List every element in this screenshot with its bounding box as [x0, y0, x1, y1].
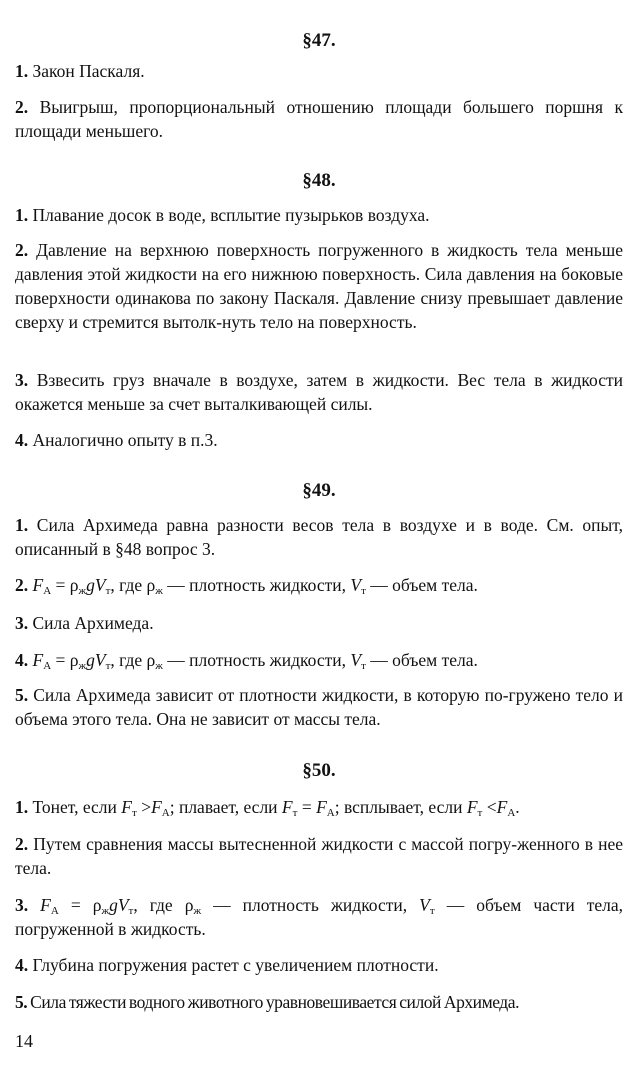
symbol-rho: ρ [92, 895, 102, 915]
item-number: 4. [15, 955, 29, 975]
subscript-A: А [43, 585, 52, 597]
section-50-item-5 [15, 990, 623, 1014]
formula-text: — объем тела. [365, 575, 478, 595]
item-text: Путем сравнения массы вытесненной жидкости с массой погру-женного в нее тела. [15, 834, 624, 878]
symbol-gV: gV [86, 575, 106, 595]
item-text: Выигрыш, пропорциональный отношению площади большего поршня к площади меньшего. [15, 97, 623, 141]
section-49-item-5 [15, 683, 623, 731]
section-50-item-4 [15, 953, 623, 977]
formula-text: — объем тела. [365, 650, 478, 670]
item-number: 1. [15, 61, 29, 81]
subscript-A: А [50, 905, 59, 917]
item-number: 1. [15, 205, 29, 225]
symbol-V: V [419, 895, 430, 915]
item-text: Сила Архимеда зависит от плотности жидкости, в которую по-гружено тело и объема этого тела. Она не зависит от массы тела. [15, 685, 624, 729]
item-text: ; плавает, если [169, 797, 282, 817]
subscript-zh: ж [155, 585, 163, 597]
subscript-zh: ж [78, 585, 87, 597]
section-50-item-2 [15, 832, 623, 880]
item-number: 2. [15, 575, 29, 595]
subscript-zh: ж [193, 905, 202, 917]
item-number: 2. [15, 240, 29, 260]
subscript-zh: ж [155, 660, 163, 672]
section-heading-47: §47. [302, 30, 336, 51]
symbol-rho: ρ [184, 895, 194, 915]
symbol-rho: ρ [146, 650, 156, 670]
item-text: Закон Паскаля. [32, 61, 145, 81]
item-text: Давление на верхнюю поверхность погруженного в жидкость тела меньше давления этой жидкости на его нижнюю поверхность. Сила давления на боковые поверхности одинакова по закону Паскаля. Давление снизу превышает давление сверху и стремится вытолк-нуть тело на поверхность. [15, 240, 623, 332]
item-text: Взвесить груз вначале в воздухе, затем в жидкости. Вес тела в жидкости окажется меньше за счет выталкивающей силы. [15, 370, 624, 414]
section-48-item-2 [15, 238, 623, 334]
item-number: 3. [15, 613, 29, 633]
formula-text: , где [133, 895, 185, 915]
subscript-t: т [429, 905, 435, 917]
symbol-F: F [32, 575, 44, 595]
item-text: Тонет, если [32, 797, 122, 817]
section-49-item-1 [15, 513, 623, 561]
item-number: 3. [15, 370, 29, 390]
item-number: 1. [15, 515, 29, 535]
symbol-F: F [32, 650, 44, 670]
item-number: 2. [15, 97, 29, 117]
item-text: Аналогично опыту в п.3. [32, 430, 218, 450]
section-49-item-3 [15, 611, 623, 635]
section-48-item-4 [15, 428, 623, 452]
formula-text: , где [110, 575, 147, 595]
item-text: ; всплывает, если [334, 797, 467, 817]
subscript-A: А [43, 660, 52, 672]
subscript-t: т [105, 660, 111, 672]
item-text: . [515, 797, 520, 817]
symbol-V: V [350, 575, 362, 595]
section-heading-50: §50. [302, 760, 336, 781]
subscript-zh: ж [78, 660, 87, 672]
section-47-item-2 [15, 95, 623, 143]
section-50-item-3: 3. $F_А = \rho_жgV_т$, где $\rho_ж$ — плотность жидкости, $V_т$ — объем части тела, погруженной в жидкость. [15, 895, 624, 939]
item-text: Глубина погружения растет с увеличением плотности. [32, 955, 439, 975]
formula-text: — плотность жидкости, [162, 650, 351, 670]
item-number: 2. [15, 834, 29, 854]
formula-text: — объем части тела, погруженной в жидкость. [15, 895, 624, 939]
subscript-zh: ж [101, 905, 110, 917]
symbol-gV: gV [109, 895, 129, 915]
subscript-t: т [105, 585, 111, 597]
subscript-t: т [128, 905, 134, 917]
section-48-item-1 [15, 203, 623, 227]
item-number: 5. [15, 685, 29, 705]
symbol-F: F [40, 895, 51, 915]
item-text: Плавание досок в воде, всплытие пузырьков воздуха. [32, 205, 430, 225]
symbol-rho: ρ [146, 575, 156, 595]
subscript-t: т [361, 585, 366, 597]
item-number: 3. [15, 895, 29, 915]
page-number: 14 [15, 1031, 33, 1051]
formula-text: — плотность жидкости, [162, 575, 351, 595]
section-49-item-4: 4. $F_А = \rho_жgV_т$, где $\rho_ж$ — плотность жидкости, $V_т$ — объем тела. [15, 650, 478, 672]
item-number: 4. [15, 650, 29, 670]
item-text: Сила тяжести водного животного уравновешивается силой Архимеда. [30, 992, 519, 1012]
section-50-item-1: 1. Тонет, если $F_т >F_А$; плавает, если $F_т = F_А$; всплывает, если $F_т <F_А$. [15, 797, 520, 819]
item-text: Сила Архимеда равна разности весов тела в воздухе и в воде. См. опыт, описанный в §48 вопрос 3. [15, 515, 624, 559]
section-heading-48: §48. [302, 170, 336, 191]
section-47-item-1 [15, 59, 623, 83]
formula-text: — плотность жидкости, [201, 895, 420, 915]
symbol-rho: ρ [69, 575, 79, 595]
item-text: Сила Архимеда. [32, 613, 154, 633]
item-number: 1. [15, 797, 29, 817]
symbol-rho: ρ [69, 650, 79, 670]
item-text: > [136, 797, 152, 817]
subscript-t: т [361, 660, 366, 672]
symbol-V: V [350, 650, 362, 670]
section-48-item-3 [15, 368, 623, 416]
section-49-item-2: 2. $F_А = \rho_жgV_т$, где $\rho_ж$ — плотность жидкости, $V_т$ — объем тела. [15, 575, 478, 597]
formula-text: , где [110, 650, 147, 670]
symbol-gV: gV [86, 650, 106, 670]
item-number: 4. [15, 430, 29, 450]
item-text: = [297, 797, 317, 817]
item-number: 5. [15, 992, 28, 1012]
section-heading-49: §49. [302, 480, 336, 501]
item-text: < [482, 797, 497, 817]
